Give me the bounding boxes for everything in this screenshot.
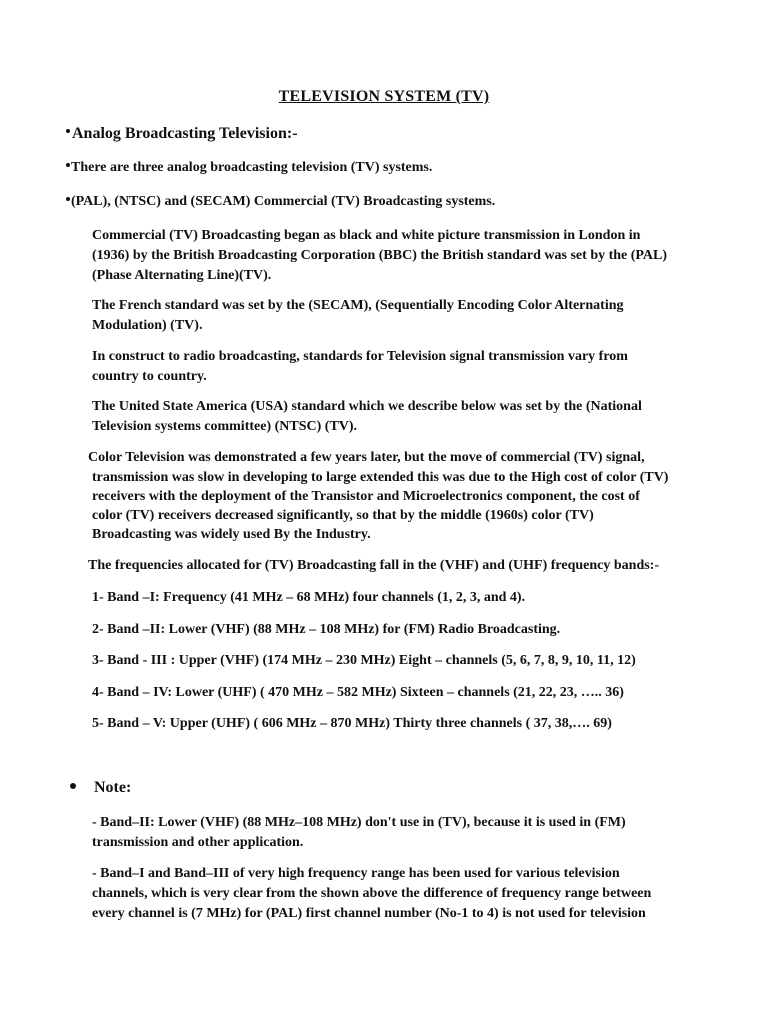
bullet-line [66,158,432,178]
paragraph-line: country to country. [92,369,207,384]
note-line: every channel is (7 MHz) for (PAL) first channel number (No-1 to 4) is not used for television [92,906,646,921]
note-line: transmission and other application. [92,835,304,850]
paragraph-line: The French standard was set by the (SECAM), (Sequentially Encoding Color Alternating [92,298,624,313]
section-heading [66,124,298,144]
bullet-icon [66,129,70,133]
paragraph-line: The frequencies allocated for (TV) Broadcasting fall in the (VHF) and (UHF) frequency bands:- [88,558,660,573]
paragraph-line: Television systems committee) (NTSC) (TV). [92,419,358,434]
paragraph-line: color (TV) receivers decreased significantly, so that by the middle (1960s) color (TV) [92,508,594,523]
paragraph-line: receivers with the deployment of the Transistor and Microelectronics component, the cost of [92,489,640,504]
note-line: - Band–II: Lower (VHF) (88 MHz–108 MHz) don't use in (TV), because it is used in (FM) [92,815,626,830]
paragraph-line: Broadcasting was widely used By the Industry. [92,527,371,542]
bullet-icon [66,163,70,167]
paragraph-line: transmission was slow in developing to large extended this was due to the High cost of color (TV) [92,470,669,485]
note-heading-text: Note: [94,779,132,796]
section-heading-text: Analog Broadcasting Television:- [72,125,298,142]
band-item: 3- Band - III : Upper (VHF) (174 MHz – 230 MHz) Eight – channels (5, 6, 7, 8, 9, 10, 11, 12) [92,653,636,668]
paragraph-line: The United State America (USA) standard which we describe below was set by the (National [92,399,642,414]
note-line: channels, which is very clear from the shown above the difference of frequency range between [92,886,652,901]
paragraph-line: (Phase Alternating Line)(TV). [92,268,272,283]
bullet-text: There are three analog broadcasting television (TV) systems. [71,160,433,175]
paragraph-line: Color Television was demonstrated a few years later, but the move of commercial (TV) signal, [88,450,645,465]
band-item: 5- Band – V: Upper (UHF) ( 606 MHz – 870 MHz) Thirty three channels ( 37, 38,…. 69) [92,716,612,731]
bullet-icon [66,197,70,201]
bullet-line [66,192,495,212]
paragraph-line: Modulation) (TV). [92,318,203,333]
bullet-icon [70,783,76,789]
band-item: 1- Band –I: Frequency (41 MHz – 68 MHz) four channels (1, 2, 3, and 4). [92,590,526,605]
note-heading [70,778,131,798]
paragraph-line: In construct to radio broadcasting, standards for Television signal transmission vary from [92,349,628,364]
page-title: TELEVISION SYSTEM (TV) [278,88,490,105]
paragraph-line: Commercial (TV) Broadcasting began as black and white picture transmission in London in [92,228,641,243]
band-item: 4- Band – IV: Lower (UHF) ( 470 MHz – 582 MHz) Sixteen – channels (21, 22, 23, ….. 36) [92,685,624,700]
band-item: 2- Band –II: Lower (VHF) (88 MHz – 108 MHz) for (FM) Radio Broadcasting. [92,622,561,637]
bullet-text: (PAL), (NTSC) and (SECAM) Commercial (TV) Broadcasting systems. [71,194,496,209]
note-line: - Band–I and Band–III of very high frequency range has been used for various television [92,866,620,881]
paragraph-line: (1936) by the British Broadcasting Corporation (BBC) the British standard was set by the (PAL) [92,248,668,263]
